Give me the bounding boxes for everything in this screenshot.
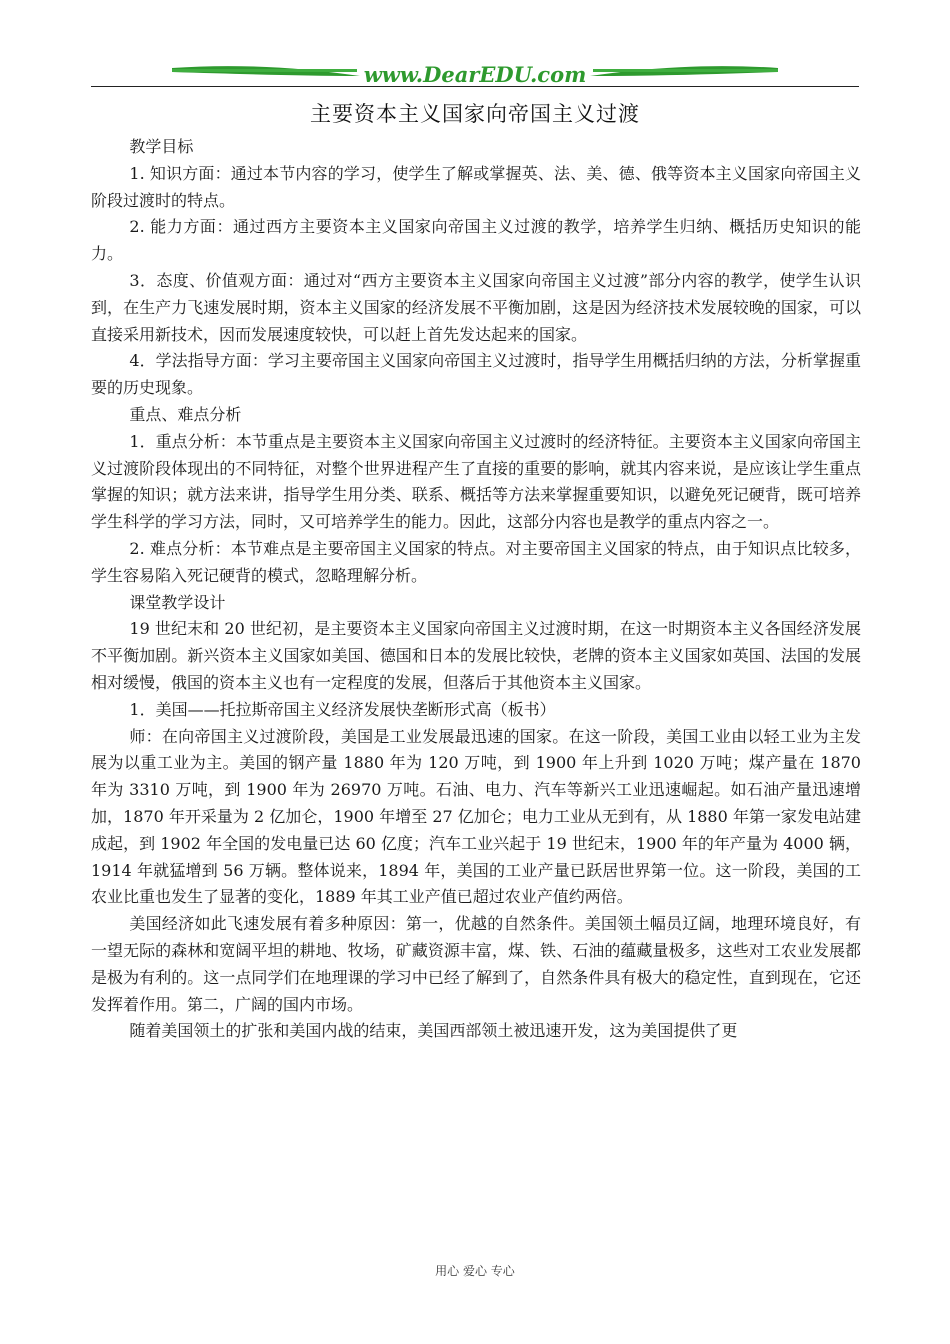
body-paragraph: 1. 知识方面：通过本节内容的学习，使学生了解或掌握英、法、美、德、俄等资本主义国家向帝国主义阶段过渡时的特点。 bbox=[91, 163, 861, 210]
body-paragraph: 4．学法指导方面：学习主要帝国主义国家向帝国主义过渡时，指导学生用概括归纳的方法，分析掌握重要的历史现象。 bbox=[91, 351, 861, 398]
body-paragraph: 19 世纪末和 20 世纪初，是主要资本主义国家向帝国主义过渡时期，在这一时期资本主义各国经济发展不平衡加剧。新兴资本主义国家如美国、德国和日本的发展比较快，老牌的资本主义国家如英国、法国的发展相对缓慢，俄国的资本主义也有一定程度的发展，但落后于其他资本主义国家。 bbox=[91, 619, 861, 692]
body-paragraph: 1．重点分析：本节重点是主要资本主义国家向帝国主义过渡时的经济特征。主要资本主义国家向帝国主义过渡阶段体现出的不同特征，对整个世界进程产生了直接的重要的影响，就其内容来说，是应该让学生重点掌握的知识；就方法来讲，指导学生用分类、联系、概括等方法来掌握重要知识，以避免死记硬背，既可培养学生科学的学习方法，同时，又可培养学生的能力。因此，这部分内容也是教学的重点内容之一。 bbox=[91, 431, 861, 532]
page-footer: 用心 爱心 专心 bbox=[435, 1264, 515, 1278]
body-paragraph: 美国经济如此飞速发展有着多种原因：第一，优越的自然条件。美国领土幅员辽阔，地理环境良好，有一望无际的森林和宽阔平坦的耕地、牧场，矿藏资源丰富，煤、铁、石油的蕴藏量极多，这些对工农业发展都是极为有利的。这一点同学们在地理课的学习中已经了解到了，自然条件具有极大的稳定性，直到现在，它还发挥着作用。第二，广阔的国内市场。 bbox=[91, 914, 861, 1014]
header-rule bbox=[91, 86, 859, 87]
site-url: www.DearEDU.com bbox=[363, 62, 587, 87]
body-paragraph: 2. 能力方面：通过西方主要资本主义国家向帝国主义过渡的教学，培养学生归纳、概括历史知识的能力。 bbox=[91, 217, 861, 264]
section-heading: 教学目标 bbox=[129, 137, 194, 156]
body-paragraph: 3．态度、价值观方面：通过对“西方主要资本主义国家向帝国主义过渡”部分内容的教学，使学生认识到，在生产力飞速发展时期，资本主义国家的经济发展不平衡加剧，这是因为经济技术发展较晚的国家，可以直接采用新技术，因而发展速度较快，可以赶上首先发达起来的国家。 bbox=[91, 270, 861, 344]
body-paragraph: 随着美国领土的扩张和美国内战的结束，美国西部领土被迅速开发，这为美国提供了更 bbox=[129, 1021, 738, 1041]
document-body bbox=[91, 134, 861, 1045]
section-heading: 重点、难点分析 bbox=[129, 404, 242, 424]
body-paragraph: 1．美国——托拉斯帝国主义经济发展快垄断形式高（板书） bbox=[129, 699, 556, 719]
site-logo-banner bbox=[170, 58, 780, 88]
section-heading: 课堂教学设计 bbox=[129, 592, 226, 612]
page-title: 主要资本主义国家向帝国主义过渡 bbox=[310, 102, 640, 126]
body-paragraph: 师：在向帝国主义过渡阶段，美国是工业发展最迅速的国家。在这一阶段，美国工业由以轻工业为主发展为以重工业为主。美国的钢产量 1880 年为 120 万吨，到 1900 年上升到 1020 万吨；煤产量在 1870 年为 3310 万吨，到 1900 年为 26970 万吨。石油、电力、汽车等新兴工业迅速崛起。如石油产量迅速增加，1870 年开采量为 2 亿加仑，1900 年增至 27 亿加仑；电力工业从无到有，从 1880 年第一家发电站建成起，到 1902 年全国的发电量已达 60 亿度；汽车工业兴起于 19 世纪末，1900 年的年产量为 4000 辆，1914 年就猛增到 56 万辆。整体说来，1894 年，美国的工业产量已跃居世界第一位。这一阶段，美国的工农业比重也发生了显著的变化，1889 年其工业产值已超过农业产值约两倍。 bbox=[91, 726, 861, 907]
body-paragraph: 2. 难点分析：本节难点是主要帝国主义国家的特点。对主要帝国主义国家的特点，由于知识点比较多，学生容易陷入死记硬背的模式，忽略理解分析。 bbox=[91, 538, 861, 585]
